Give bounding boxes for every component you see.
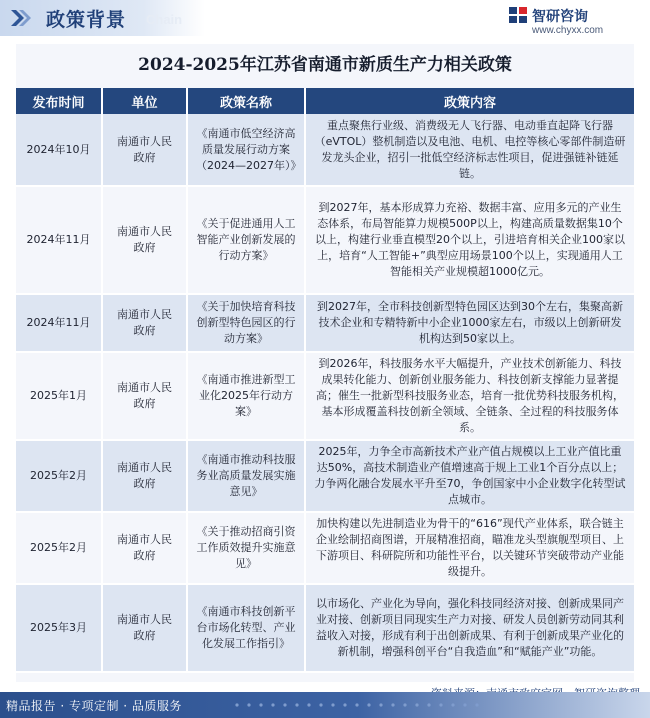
- column-header-name: 政策名称: [187, 88, 305, 114]
- footer-services: 精品报告 · 专项定制 · 品质服务: [6, 699, 182, 713]
- cell-policy-content: 重点聚焦行业级、消费级无人飞行器、电动垂直起降飞行器（eVTOL）整机制造以及电池、电机、电控等核心零部件制造研发龙头企业，招引一批低空经济标志性项目，促进强链补链延链。: [305, 114, 634, 186]
- cell-unit: 南通市人民政府: [102, 352, 187, 440]
- double-chevron-icon: [10, 8, 32, 28]
- cell-policy-name: 《南通市推动科技服务业高质量发展实施意见》: [187, 440, 305, 512]
- brand-url[interactable]: www.chyxx.com: [532, 25, 604, 36]
- table-row: [16, 512, 634, 584]
- page-footer: [0, 684, 650, 718]
- cell-policy-name: 《关于促进通用人工智能产业创新发展的行动方案》: [187, 186, 305, 294]
- cell-unit: 南通市人民政府: [102, 186, 187, 294]
- cell-policy-content: 到2026年，科技服务水平大幅提升，产业技术创新能力、科技成果转化能力、创新创业服务能力、科技创新支撑能力显著提高；催生一批新型科技服务业态，培育一批优势科技服务机构，基本形成覆盖科技创新全领域、全链条、全过程的科技服务体系。: [305, 352, 634, 440]
- cell-time: 2024年11月: [16, 294, 102, 352]
- section-title: 政策背景: [46, 9, 127, 31]
- cell-time: 2025年1月: [16, 352, 102, 440]
- table-row: [16, 294, 634, 352]
- cell-policy-content: 到2027年，基本形成算力充裕、数据丰富、应用多元的产业生态体系，布局智能算力规模500P以上，构建高质量数据集10个以上，构建行业垂直模型20个以上，引进培育相关企业100家以上，培育“人工智能+”典型应用场景100个以上，实现通用人工智能相关产业规模超1000亿元。: [305, 186, 634, 294]
- cell-time: 2025年3月: [16, 584, 102, 672]
- cell-policy-name: 《关于推动招商引资工作质效提升实施意见》: [187, 512, 305, 584]
- cell-unit: 南通市人民政府: [102, 440, 187, 512]
- cell-policy-name: 《南通市低空经济高质量发展行动方案（2024—2027年）》: [187, 114, 305, 186]
- table-row: [16, 114, 634, 186]
- table-header-row: [16, 88, 634, 114]
- panel-title: 2024-2025年江苏省南通市新质生产力相关政策: [138, 55, 512, 75]
- table-row: [16, 584, 634, 672]
- cell-policy-name: 《关于加快培育科技创新型特色园区的行动方案》: [187, 294, 305, 352]
- column-header-unit: 单位: [102, 88, 187, 114]
- brand-logo-icon: [508, 6, 528, 24]
- cell-policy-name: 《南通市推进新型工业化2025年行动方案》: [187, 352, 305, 440]
- table-row: [16, 186, 634, 294]
- brand-name: 智研咨询: [532, 9, 588, 25]
- header-banner: [0, 0, 205, 36]
- cell-policy-name: 《南通市科技创新平台市场化转型、产业化发展工作指引》: [187, 584, 305, 672]
- policy-panel: [16, 44, 634, 682]
- table-row: [16, 352, 634, 440]
- cell-time: 2024年10月: [16, 114, 102, 186]
- cell-policy-content: 2025年，力争全市高新技术产业产值占规模以上工业产值比重达50%，高技术制造业产值增速高于规上工业1个百分点以上；力争两化融合发展水平升至70，争创国家中小企业数字化转型试点城市。: [305, 440, 634, 512]
- cell-time: 2024年11月: [16, 186, 102, 294]
- section-title-en: Chain: [146, 12, 183, 27]
- cell-policy-content: 以市场化、产业化为导向，强化科技同经济对接、创新成果同产业对接、创新项目同现实生产力对接、研发人员创新劳动同其利益收入对接，形成有利于出创新成果、有利于创新成果产业化的新机制，增强科创平台“自我造血”和“赋能产业”功能。: [305, 584, 634, 672]
- page-header: [0, 0, 650, 40]
- cell-unit: 南通市人民政府: [102, 584, 187, 672]
- policy-table: [16, 88, 634, 673]
- cell-policy-content: 加快构建以先进制造业为骨干的“616”现代产业体系，联合链主企业绘制招商图谱，开展精准招商，瞄准龙头型旗舰型项目、上下游项目、科研院所和功能性平台，以关键环节突破带动产业能级提升。: [305, 512, 634, 584]
- cell-time: 2025年2月: [16, 440, 102, 512]
- cell-unit: 南通市人民政府: [102, 114, 187, 186]
- column-header-time: 发布时间: [16, 88, 102, 114]
- cell-unit: 南通市人民政府: [102, 294, 187, 352]
- column-header-content: 政策内容: [305, 88, 634, 114]
- cell-unit: 南通市人民政府: [102, 512, 187, 584]
- cell-time: 2025年2月: [16, 512, 102, 584]
- dotted-divider-icon: [232, 700, 562, 710]
- brand-block[interactable]: [460, 4, 640, 38]
- cell-policy-content: 到2027年，全市科技创新型特色园区达到30个左右，集聚高新技术企业和专精特新中小企业1000家左右，市级以上创新研发机构达到50家以上。: [305, 294, 634, 352]
- table-row: [16, 440, 634, 512]
